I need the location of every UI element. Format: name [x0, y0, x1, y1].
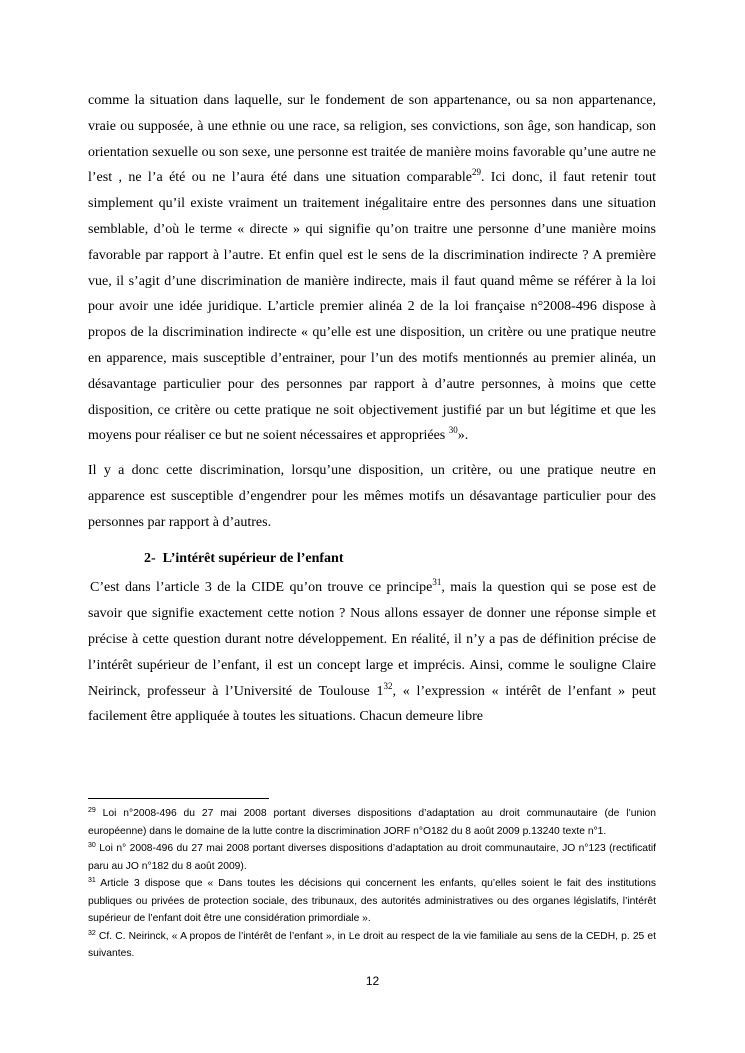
section-heading [144, 546, 656, 572]
paragraph-text: , « l’expression « intérêt de l’enfant » peut facilement être appliquée à toutes les situations. Chacun demeure libre [88, 683, 656, 725]
paragraph-discrimination-indirecte: Il y a donc cette discrimination, lorsqu’une disposition, un critère, ou une pratique neutre en apparence est susceptible d’engendrer pour les mêmes motifs un désavantage particulier pour des personnes par rapport à d’autres. [88, 463, 656, 530]
footnote-32 [88, 928, 656, 963]
footnote-31 [88, 875, 656, 928]
paragraph-text: , mais la question qui se pose est de savoir que signifie exactement cette notion ? Nous allons essayer de donner une réponse simple et précise à cette question durant notre développement. En réalité, il n’y a pas de définition précise de l’intérêt supérieur de l’enfant, il est un concept large et imprécis. Ainsi, comme le souligne Claire Neirinck, professeur à l’Université de Toulouse 1 [88, 580, 656, 699]
footnotes [88, 805, 656, 963]
footnote-text: Loi n°2008-496 du 27 mai 2008 portant diverses dispositions d’adaptation au droit communautaire (de l’union européenne) dans le domaine de la lutte contre la discrimination JORF n°O182 du 8 août 2009 p.13240 texte n°1. [88, 808, 656, 837]
footnote-text: Loi n° 2008-496 du 27 mai 2008 portant diverses dispositions d’adaptation au droit communautaire, JO n°123 (rectificatif paru au JO n°182 du 8 août 2009). [88, 843, 656, 872]
footnote-number: 32 [88, 929, 96, 937]
footnote-ref-30[interactable]: 30 [448, 425, 458, 436]
footnote-text: Article 3 dispose que « Dans toutes les décisions qui concernent les enfants, qu’elles soient le fait des institutions publiques ou privées de protection sociale, des tribunaux, des autorités administratives ou des organes législatifs, l’intérêt supérieur de l’enfant doit être une considération primordiale ». [88, 878, 656, 924]
page-number: 12 [365, 974, 380, 988]
footnote-ref-31[interactable]: 31 [432, 577, 442, 588]
paragraph-text: C’est dans l’article 3 de la CIDE qu’on trouve ce principe [90, 580, 433, 596]
footnote-text: Cf. C. Neirinck, « A propos de l’intérêt de l’enfant », in Le droit au respect de la vie familiale au sens de la CEDH, p. 25 et suivantes. [88, 930, 656, 959]
paragraph-discrimination-directe [88, 88, 656, 449]
footnote-30 [88, 840, 656, 875]
footnote-number: 30 [88, 842, 96, 849]
paragraph-text: ». [457, 428, 469, 444]
footnote-number: 31 [88, 877, 96, 884]
paragraph-text: . Ici donc, il faut retenir tout simplement qu’il existe vraiment un traitement inégalitaire entre des personnes dans une situation semblable, d’où le terme « directe » qui signifie qu’on traitre une personne d’une manière moins favorable par rapport à l’autre. Et enfin quel est le sens de la discrimination indirecte ? A première vue, il s’agit d’une discrimination de manière indirecte, mais il faut quand même se référer à la loi pour avoir une idée juridique. L’article premier alinéa 2 de la loi française n°2008-496 dispose à propos de la discrimination indirecte « qu’elle est une disposition, un critère ou une pratique neutre en apparence, mais susceptible d’entrainer, pour l’un des motifs mentionnés au premier alinéa, un désavantage particulier pour des personnes par rapport à d’autre personnes, à moins que cette disposition, ce critère ou cette pratique ne soit objectivement justifié par un but légitime et que les moyens pour réaliser ce but ne soient nécessaires et appropriées [88, 170, 657, 444]
paragraph-interet-superieur [88, 575, 656, 730]
footnote-29 [88, 805, 656, 840]
footnote-ref-29[interactable]: 29 [471, 167, 481, 178]
footnote-number: 29 [88, 807, 96, 814]
footnote-ref-32[interactable]: 32 [383, 680, 393, 691]
footnote-separator [88, 798, 269, 799]
section-title: L’intérêt supérieur de l’enfant [162, 550, 344, 566]
page-body [88, 88, 656, 730]
section-number: 2- [144, 550, 156, 566]
paragraph-text: comme la situation dans laquelle, sur le fondement de son appartenance, ou sa non appartenance, vraie ou supposée, à une ethnie ou une race, sa religion, ses convictions, son âge, son handicap, son orientation sexuelle ou son sexe, une personne est traitée de manière moins favorable qu’une autre ne l’est , ne l’a été ou ne l’aura été dans une situation comparable [88, 93, 656, 186]
